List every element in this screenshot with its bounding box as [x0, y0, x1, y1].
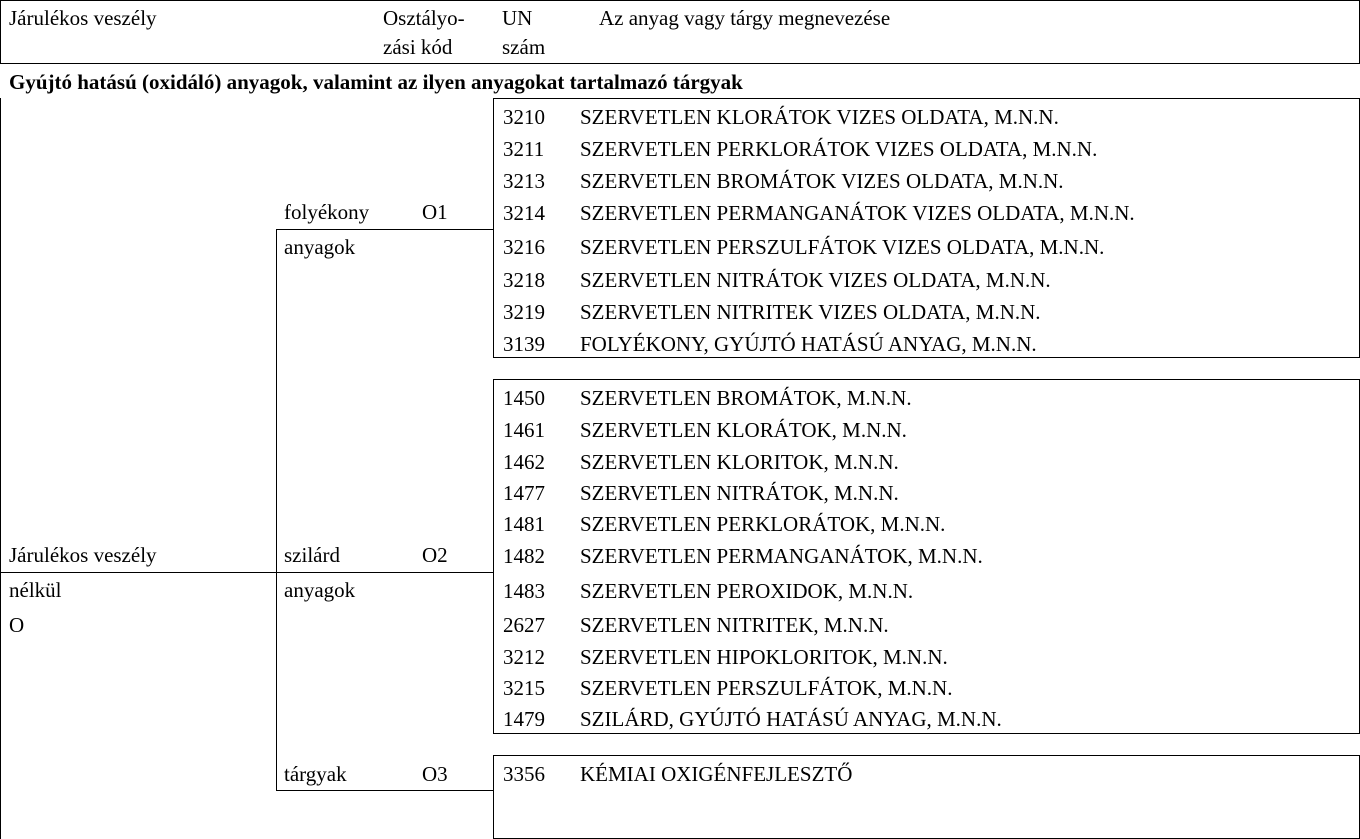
group-solid-label-line2: anyagok — [284, 578, 356, 602]
group-solid-code: O2 — [422, 543, 448, 567]
header-un-number-line2: szám — [502, 35, 546, 59]
group-liquid-code: O1 — [422, 200, 448, 224]
group-liquid-label-line2: anyagok — [284, 235, 356, 259]
left-label-line1: Járulékos veszély — [9, 543, 157, 567]
header-subsidiary-hazard: Járulékos veszély — [9, 6, 157, 30]
group-liquid-label-line1: folyékony — [284, 200, 370, 224]
group-solid-label-line1: szilárd — [284, 543, 340, 567]
section-title: Gyújtó hatású (oxidáló) anyagok, valamint az ilyen anyagokat tartalmazó tárgyak — [9, 70, 743, 94]
left-label-code: O — [9, 613, 25, 637]
header-classification-code-line2: zási kód — [383, 35, 453, 59]
group-articles-code: O3 — [422, 762, 448, 786]
left-label-line2: nélkül — [9, 578, 62, 602]
header-substance-name: Az anyag vagy tárgy megnevezése — [599, 6, 891, 30]
tree-branch-line — [276, 229, 277, 791]
group-articles-label: tárgyak — [284, 762, 347, 786]
group-liquid-list: 3210 SZERVETLEN KLORÁTOK VIZES OLDATA, M.N.N. 3211 SZERVETLEN PERKLORÁTOK VIZES OLDATA, M.N.N. 3213 SZERVETLEN BROMÁTOK VIZES OLDATA, M.N.N. 3214 SZERVETLEN PERMANGANÁTOK VIZES OLDATA, M.N.N. 3216 SZERVETLEN PERSZULFÁTOK VIZES OLDATA, M.N.N. 3218 SZERVETLEN NITRÁTOK VIZES OLDATA, M.N.N. 3219 SZERVETLEN NITRITEK VIZES OLDATA, M.N.N. 3139 FOLYÉKONY, GYÚJTÓ HATÁSÚ ANYAG, M.N.N. — [493, 98, 1360, 358]
group-liquid-connector — [276, 229, 494, 230]
tree-connector-main — [0, 572, 278, 573]
header-classification-code-line1: Osztályo- — [383, 6, 465, 30]
group-articles-list: 3356 KÉMIAI OXIGÉNFEJLESZTŐ — [493, 755, 1360, 839]
group-articles-connector — [276, 790, 494, 791]
group-solid-list: 1450 SZERVETLEN BROMÁTOK, M.N.N. 1461 SZERVETLEN KLORÁTOK, M.N.N. 1462 SZERVETLEN KLORITOK, M.N.N. 1477 SZERVETLEN NITRÁTOK, M.N.N. 1481 SZERVETLEN PERKLORÁTOK, M.N.N. 1482 SZERVETLEN PERMANGANÁTOK, M.N.N. 1483 SZERVETLEN PEROXIDOK, M.N.N. 2627 SZERVETLEN NITRITEK, M.N.N. 3212 SZERVETLEN HIPOKLORITOK, M.N.N. 3215 SZERVETLEN PERSZULFÁTOK, M.N.N. 1479 SZILÁRD, GYÚJTÓ HATÁSÚ ANYAG, M.N.N. — [493, 379, 1360, 734]
left-border-line — [0, 98, 1, 839]
group-solid-connector — [276, 572, 494, 573]
header-un-number-line1: UN — [502, 6, 533, 30]
